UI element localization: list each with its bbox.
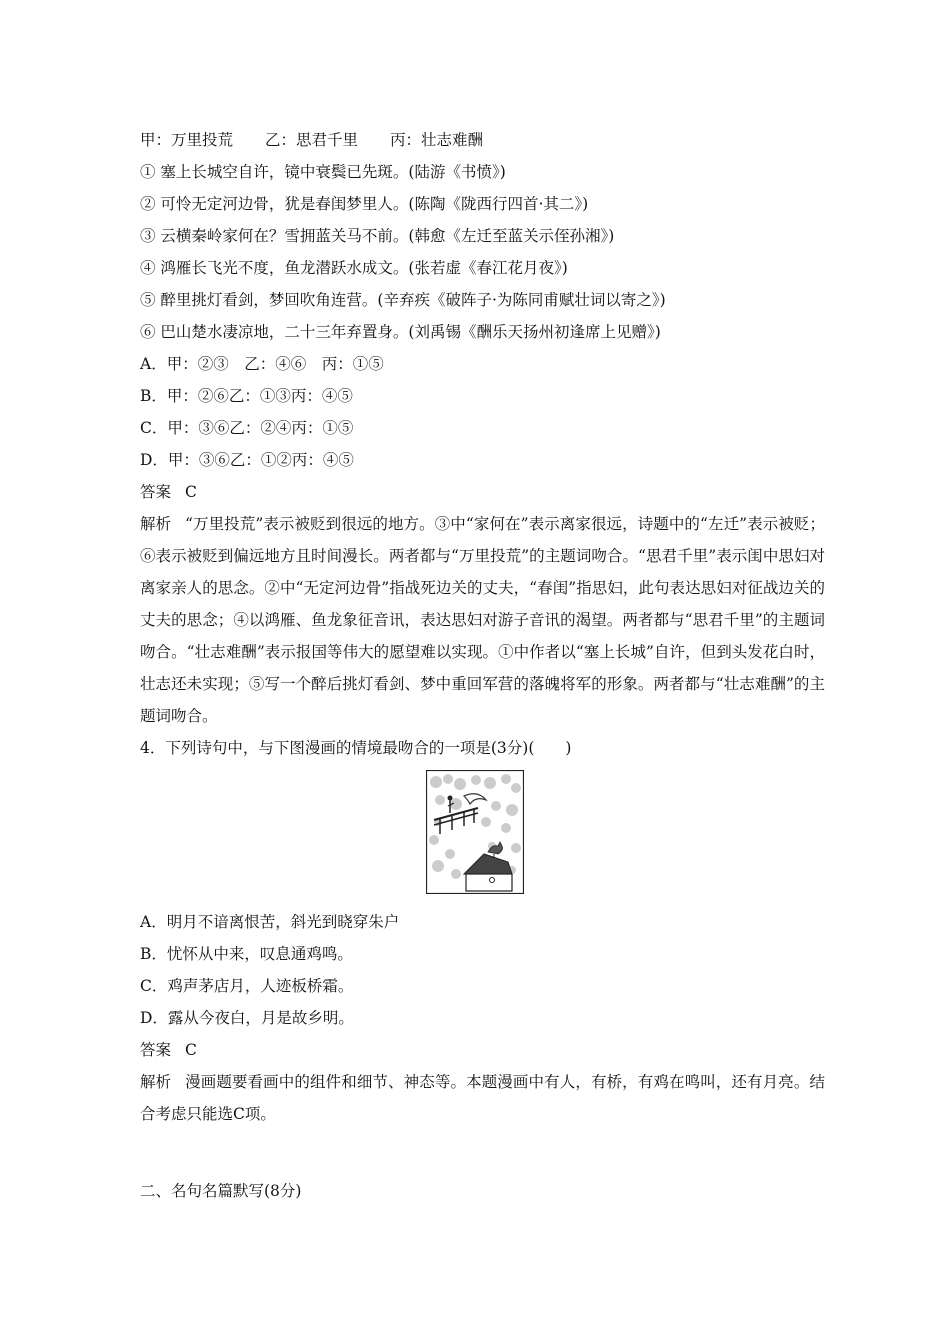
poem-line-4: ④ 鸿雁长飞光不度，鱼龙潜跃水成文。(张若虚《春江花月夜》) [140, 259, 568, 277]
q4-answer [140, 1034, 825, 1066]
q4-answer-value: C [185, 1041, 197, 1059]
theme-words [140, 124, 825, 156]
theme-bing: 丙：壮志难酬 [390, 131, 484, 149]
q4-option-a: A．明月不谙离恨苦，斜光到晓穿朱户 [140, 913, 400, 931]
poem-line-1: ① 塞上长城空自许，镜中衰鬓已先斑。(陆游《书愤》) [140, 163, 506, 181]
option-a: A．甲：②③ 乙：④⑥ 丙：①⑤ [140, 355, 384, 373]
question-3-block [140, 124, 825, 1130]
poem-line-6: ⑥ 巴山楚水凄凉地，二十三年弃置身。(刘禹锡《酬乐天扬州初逢席上见赠》) [140, 323, 661, 341]
cartoon-illustration [426, 770, 524, 894]
analysis-label: 解析 [140, 515, 172, 533]
answer-label: 答案 [140, 483, 172, 501]
theme-jia: 甲：万里投荒 [140, 131, 234, 149]
option-b: B．甲：②⑥乙：①③丙：④⑤ [140, 387, 353, 405]
poem-line-3: ③ 云横秦岭家何在？雪拥蓝关马不前。(韩愈《左迁至蓝关示侄孙湘》) [140, 227, 615, 245]
q4-option-b: B．忧怀从中来，叹息通鸡鸣。 [140, 945, 353, 963]
theme-yi: 乙：思君千里 [265, 131, 359, 149]
q4-option-c: C．鸡声茅店月，人迹板桥霜。 [140, 977, 354, 995]
analysis [140, 508, 825, 732]
section-2-title: 二、名句名篇默写(8分) [140, 1182, 302, 1200]
analysis-text: “万里投荒”表示被贬到很远的地方。③中“家何在”表示离家很远，诗题中的“左迁”表示被贬；⑥表示被贬到偏远地方且时间漫长。两者都与“万里投荒”的主题词吻合。“思君千里”表示闺中思妇对离家亲人的思念。②中“无定河边骨”指战死边关的丈夫，“春闺”指思妇，此句表达思妇对征战边关的丈夫的思念；④以鸿雁、鱼龙象征音讯，表达思妇对游子音讯的渴望。两者都与“思君千里”的主题词吻合。“壮志难酬”表示报国等伟大的愿望难以实现。①中作者以“塞上长城”自许，但到头发花白时，壮志还未实现；⑤写一个醉后挑灯看剑、梦中重回军营的落魄将军的形象。两者都与“壮志难酬”的主题词吻合。 [140, 515, 825, 725]
poem-line-5: ⑤ 醉里挑灯看剑，梦回吹角连营。(辛弃疾《破阵子·为陈同甫赋壮词以寄之》) [140, 291, 666, 309]
q4-analysis [140, 1066, 825, 1130]
q4-analysis-text: 漫画题要看画中的组件和细节、神态等。本题漫画中有人，有桥，有鸡在鸣叫，还有月亮。结合考虑只能选C项。 [140, 1073, 825, 1123]
option-c: C．甲：③⑥乙：②④丙：①⑤ [140, 419, 354, 437]
q4-analysis-label: 解析 [140, 1073, 172, 1091]
answer-value: C [185, 483, 197, 501]
poem-line-2: ② 可怜无定河边骨，犹是春闺梦里人。(陈陶《陇西行四首·其二》) [140, 195, 589, 213]
cartoon-figure-area [140, 770, 825, 906]
question-4-stem: 4．下列诗句中，与下图漫画的情境最吻合的一项是(3分)( ) [140, 739, 572, 757]
q4-answer-label: 答案 [140, 1041, 172, 1059]
q4-option-d: D．露从今夜白，月是故乡明。 [140, 1009, 354, 1027]
option-d: D．甲：③⑥乙：①②丙：④⑤ [140, 451, 354, 469]
answer [140, 476, 825, 508]
